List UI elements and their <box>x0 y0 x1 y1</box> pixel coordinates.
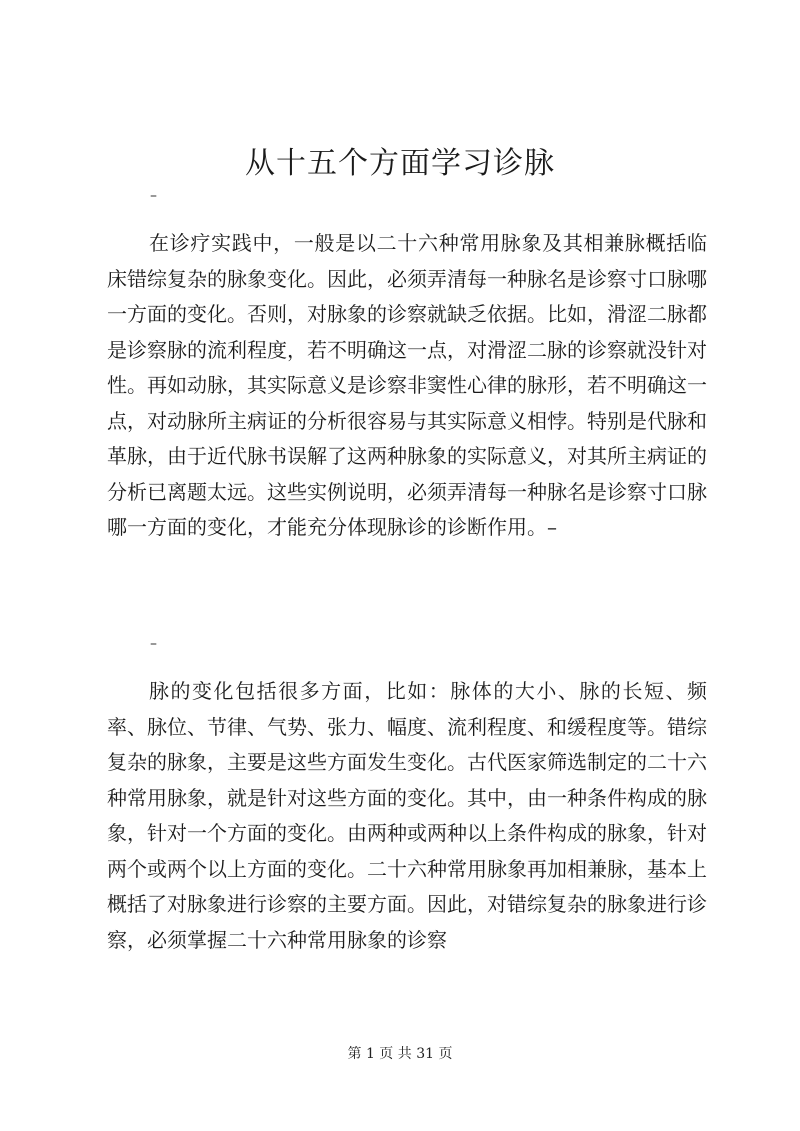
paragraph-block <box>107 226 707 546</box>
section-marker: – <box>150 636 157 652</box>
paragraph-block <box>107 674 707 958</box>
page-number-label: 第 1 页 共 31 页 <box>347 1046 453 1062</box>
section-marker: – <box>150 188 157 204</box>
document-title: 从十五个方面学习诊脉 <box>245 146 555 181</box>
page-footer <box>0 1043 800 1063</box>
paragraph-2: 脉的变化包括很多方面，比如：脉体的大小、脉的长短、频率、脉位、节律、气势、张力、幅度、流利程度、和缓程度等。错综复杂的脉象，主要是这些方面发生变化。古代医家筛选制定的二十六种常用脉象，就是针对这些方面的变化。其中，由一种条件构成的脉象，针对一个方面的变化。由两种或两种以上条件构成的脉象，针对两个或两个以上方面的变化。二十六种常用脉象再加相兼脉，基本上概括了对脉象进行诊察的主要方面。因此，对错综复杂的脉象进行诊察，必须掌握二十六种常用脉象的诊察 <box>107 679 707 952</box>
paragraph-1: 在诊疗实践中，一般是以二十六种常用脉象及其相兼脉概括临床错综复杂的脉象变化。因此，必须弄清每一种脉名是诊察寸口脉哪一方面的变化。否则，对脉象的诊察就缺乏依据。比如，滑涩二脉都是诊察脉的流利程度，若不明确这一点，对滑涩二脉的诊察就没针对性。再如动脉，其实际意义是诊察非窦性心律的脉形，若不明确这一点，对动脉所主病证的分析很容易与其实际意义相悖。特别是代脉和革脉，由于近代脉书误解了这两种脉象的实际意义，对其所主病证的分析已离题太远。这些实例说明，必须弄清每一种脉名是诊察寸口脉哪一方面的变化，才能充分体现脉诊的诊断作用。– <box>107 231 707 539</box>
